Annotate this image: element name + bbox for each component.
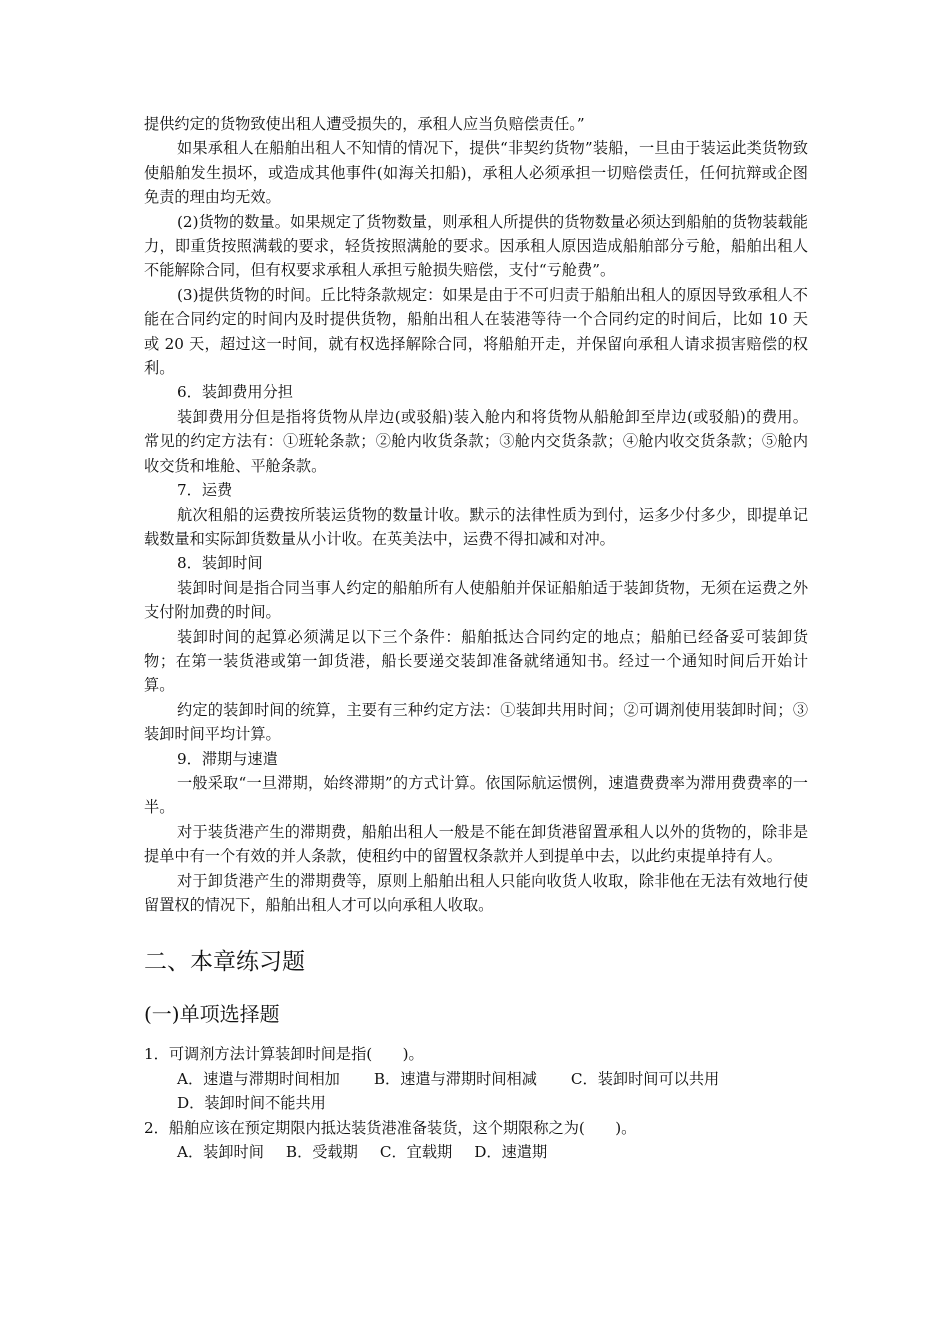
document-page (144, 112, 808, 1164)
paragraph: (3)提供货物的时间。丘比特条款规定：如果是由于不可归责于船舶出租人的原因导致承租人不能在合同约定的时间内及时提供货物，船舶出租人在装港等待一个合同约定的时间后，比如 10 天或 20 天，超过这一时间，就有权选择解除合同，将船舶开走，并保留向承租人请求损害赔偿的权利。 (144, 285, 808, 378)
question-stem: 1．可调剂方法计算装卸时间是指( )。 (144, 1045, 424, 1064)
subsection-title: (一)单项选择题 (144, 1002, 280, 1027)
option-b: B．速遣与滞期时间相减 (373, 1069, 537, 1088)
option-b: B．受载期 (285, 1143, 358, 1162)
section-title: 二、本章练习题 (144, 949, 305, 976)
option-d: D．速遣期 (474, 1143, 548, 1162)
question (144, 1116, 808, 1165)
option-list (144, 1140, 808, 1164)
option-c: C．宜载期 (379, 1143, 453, 1162)
item-heading: 9．滞期与速遣 (177, 749, 278, 768)
item-heading: 6．装卸费用分担 (177, 383, 293, 402)
paragraph: 装卸费用分但是指将货物从岸边(或驳船)装入舱内和将货物从船舱卸至岸边(或驳船)的费用。常见的约定方法有：①班轮条款；②舱内收货条款；③舱内交货条款；④舱内收交货条款；⑤舱内收交货和堆舱、平舱条款。 (144, 407, 808, 475)
paragraph: 一般采取“一旦滞期，始终滞期”的方式计算。依国际航运惯例，速遣费费率为滞用费费率的一半。 (144, 773, 808, 817)
paragraph: 装卸时间的起算必须满足以下三个条件：船舶抵达合同约定的地点；船舶已经备妥可装卸货物；在第一装货港或第一卸货港，船长要递交装卸准备就绪通知书。经过一个通知时间后开始计算。 (144, 627, 808, 695)
item-heading: 8．装卸时间 (177, 554, 263, 573)
option-d: D．装卸时间不能共用 (177, 1094, 326, 1113)
paragraph: 航次租船的运费按所装运货物的数量计收。默示的法律性质为到付，运多少付多少，即提单记载数量和实际卸货数量从小计收。在英美法中，运费不得扣减和对冲。 (144, 505, 808, 548)
paragraph: 对于装货港产生的滞期费，船舶出租人一般是不能在卸货港留置承租人以外的货物的，除非是提单中有一个有效的并人条款，使租约中的留置权条款并人到提单中去，以此约束提单持有人。 (144, 822, 808, 866)
option-a: A．速遣与滞期时间相加 (177, 1069, 340, 1088)
question (144, 1042, 808, 1115)
paragraph: 如果承租人在船舶出租人不知情的情况下，提供“非契约货物”装船，一旦由于装运此类货物致使船舶发生损坏，或造成其他事件(如海关扣船)，承租人必须承担一切赔偿责任，任何抗辩或企图免责的理由均无效。 (144, 139, 808, 207)
question-list (144, 1042, 808, 1164)
option-list (144, 1067, 808, 1116)
paragraph: (2)货物的数量。如果规定了货物数量，则承租人所提供的货物数量必须达到船舶的货物装载能力，即重货按照满载的要求，轻货按照满舱的要求。因承租人原因造成船舶部分亏舱，船舶出租人不能解除合同，但有权要求承租人承担亏舱损失赔偿，支付“亏舱费”。 (144, 212, 808, 280)
option-a: A．装卸时间 (177, 1143, 264, 1162)
body-text (144, 112, 808, 917)
paragraph: 约定的装卸时间的统算，主要有三种约定方法：①装卸共用时间；②可调剂使用装卸时间；③装卸时间平均计算。 (144, 700, 808, 744)
item-heading: 7．运费 (177, 481, 233, 500)
question-stem: 2．船舶应该在预定期限内抵达装货港准备装货，这个期限称之为( )。 (144, 1118, 637, 1137)
paragraph: 装卸时间是指合同当事人约定的船舶所有人使船舶并保证船舶适于装卸货物，无须在运费之外支付附加费的时间。 (144, 578, 808, 622)
paragraph: 提供约定的货物致使出租人遭受损失的，承租人应当负赔偿责任。” (144, 115, 585, 133)
paragraph: 对于卸货港产生的滞期费等，原则上船舶出租人只能向收货人收取，除非他在无法有效地行使留置权的情况下，船舶出租人才可以向承租人收取。 (144, 871, 808, 914)
option-c: C．装卸时间可以共用 (570, 1069, 720, 1088)
